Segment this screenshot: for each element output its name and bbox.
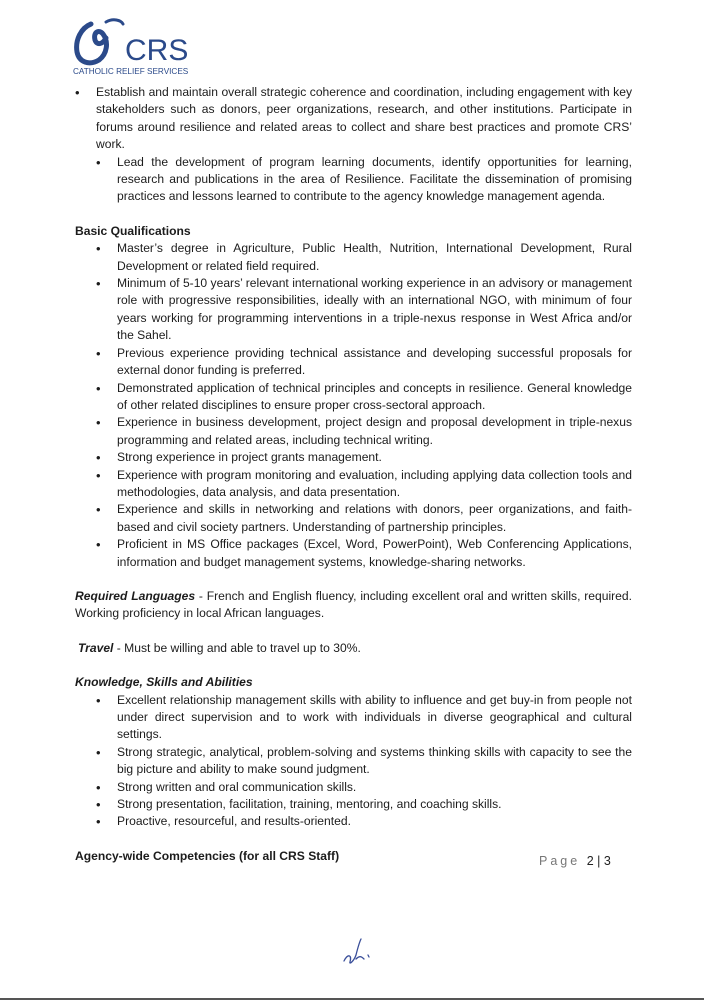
handwritten-initials-signature [340,935,374,967]
ksa-item: • Proactive, resourceful, and results-oriented. [117,813,632,830]
page-number-value: 2 | 3 [586,854,611,868]
qualification-item: • Experience with program monitoring and evaluation, including applying data collection tools and methodologies, data analysis, and data presentation. [117,467,632,502]
qualification-item: • Master’s degree in Agriculture, Public Health, Nutrition, International Development, Rural Development or related field required. [117,240,632,275]
travel-text: - Must be willing and able to travel up to 30%. [113,640,361,655]
qualification-item: • Experience in business development, project design and proposal development in triple-nexus programming and related areas, including technical writing. [117,414,632,449]
required-languages-paragraph [75,588,632,623]
page-number [539,853,611,870]
ksa-item: • Strong strategic, analytical, problem-solving and systems thinking skills with capacity to see the big picture and ability to make sound judgment. [117,744,632,779]
travel-label: Travel [78,640,114,655]
ksa-heading: Knowledge, Skills and Abilities [75,675,253,690]
qualification-item: • Demonstrated application of technical principles and concepts in resilience. General knowledge of other related disciplines to ensure proper cross-sectoral approach. [117,380,632,415]
ksa-item: • Strong presentation, facilitation, training, mentoring, and coaching skills. [117,796,632,813]
page-label: Page [539,854,581,868]
qualification-item: • Previous experience providing technical assistance and developing successful proposals for external donor funding is preferred. [117,345,632,380]
intro-sub-bullet-item: • Lead the development of program learning documents, identify opportunities for learning, research and publications in the area of Resilience. Facilitate the dissemination of promising practices and lessons learned to contribute to the agency knowledge management agenda. [117,154,632,206]
competencies-heading: Agency-wide Competencies (for all CRS Staff) [75,848,340,863]
qualification-item: • Strong experience in project grants management. [117,449,632,466]
basic-qualifications-heading: Basic Qualifications [75,223,191,238]
intro-sub-list [75,154,632,206]
qualification-item: • Experience and skills in networking and relations with donors, peer organizations, and faith-based and civil society partners. Understanding of partnership principles. [117,501,632,536]
basic-qualifications-list [75,240,632,571]
crs-logo-mark-icon [73,14,223,78]
svg-text:CRS: CRS [125,34,189,67]
qualification-item: • Minimum of 5-10 years’ relevant international working experience in an advisory or management role with progressive responsibilities, ideally with an international NGO, with minimum of four years working for programming interventions in a triple-nexus response in West Africa and/or the Sahel. [117,275,632,345]
required-languages-label: Required Languages [75,588,196,603]
qualification-item: • Proficient in MS Office packages (Excel, Word, PowerPoint), Web Conferencing Applications, information and budget management systems, knowledge-sharing networks. [117,536,632,571]
crs-logo [73,14,223,78]
intro-list [75,84,632,154]
ksa-item: • Excellent relationship management skills with ability to influence and get buy-in from people not under direct supervision and to work with individuals in diverse geographical and cultural settings. [117,692,632,744]
travel-paragraph [75,640,632,657]
svg-text:CATHOLIC RELIEF SERVICES: CATHOLIC RELIEF SERVICES [73,67,189,76]
required-languages-text: - French and English fluency, including excellent oral and written skills, required. Working proficiency in local African languages. [75,588,632,621]
document-body [75,84,632,865]
ksa-list [75,692,632,831]
ksa-item: • Strong written and oral communication skills. [117,779,632,796]
intro-bullet-item: • Establish and maintain overall strategic coherence and coordination, including engagement with key stakeholders such as donors, peer organizations, research, and other institutions. Participate in forums around resilience and related areas to collect and share best practices and promote CRS’ work. [96,84,632,154]
